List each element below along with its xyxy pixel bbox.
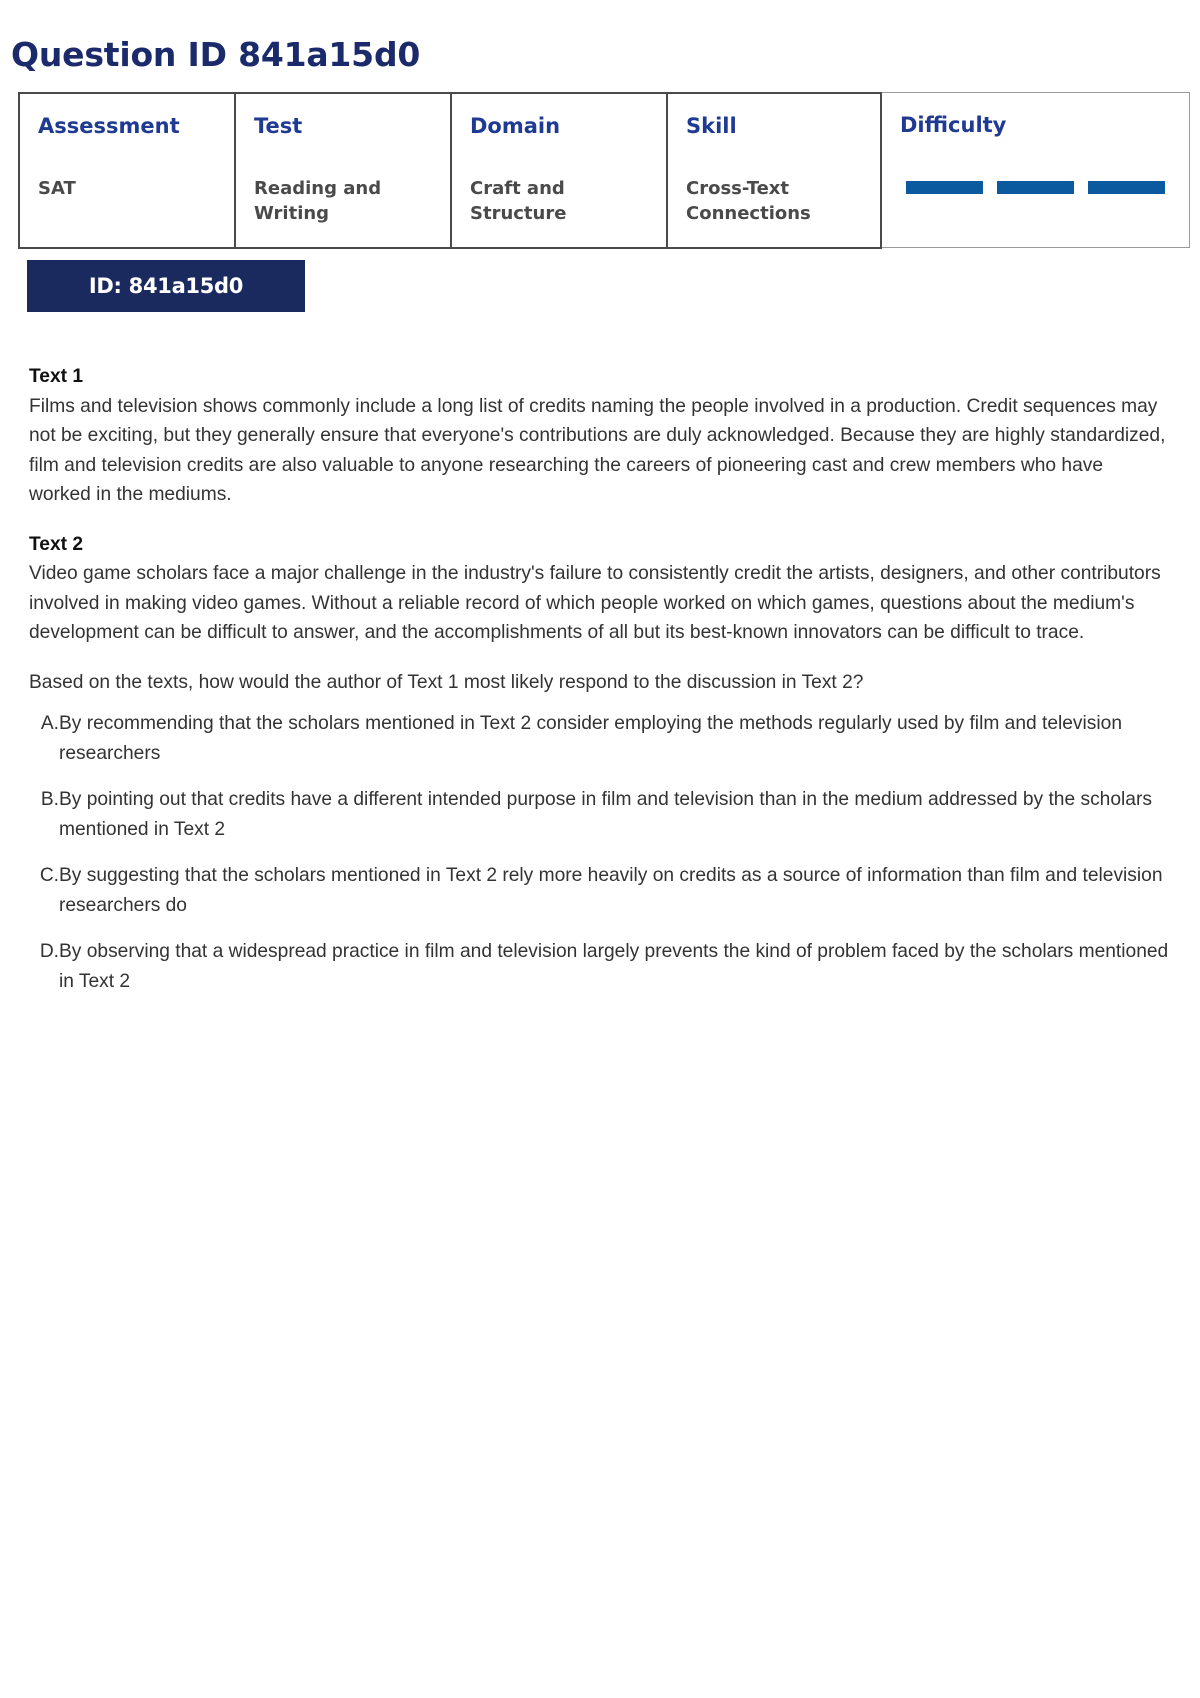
choice-letter: D.	[39, 941, 59, 962]
test-cell	[234, 92, 450, 249]
test-value: Reading and Writing	[254, 178, 382, 224]
text2-passage	[29, 530, 1169, 648]
text1-body: Films and television shows commonly include a long list of credits naming the people involved in a production. Credit sequences may not be exciting, but they generally ensure that everyone's contributions are duly acknowledged. Because they are highly standardized, film and television credits are also valuable to anyone researching the careers of pioneering cast and crew members who have worked in the mediums.	[29, 395, 1166, 505]
difficulty-cell	[882, 92, 1190, 248]
choice-letter: A.	[40, 713, 59, 734]
question-id-badge: ID: 841a15d0	[27, 260, 305, 312]
answer-choice-a[interactable]	[29, 709, 1169, 768]
answer-choices	[29, 709, 1169, 996]
answer-choice-c[interactable]	[29, 861, 1169, 920]
answer-choice-b[interactable]	[29, 785, 1169, 844]
choice-text: By recommending that the scholars mentioned in Text 2 consider employing the methods regularly used by film and television researchers	[59, 713, 1122, 764]
difficulty-bar	[906, 181, 983, 194]
choice-text: By observing that a widespread practice in film and television largely prevents the kind of problem faced by the scholars mentioned in Text 2	[59, 941, 1169, 992]
difficulty-meter	[900, 181, 1189, 194]
difficulty-bar	[997, 181, 1074, 194]
text2-heading: Text 2	[29, 533, 84, 555]
text2-body: Video game scholars face a major challenge in the industry's failure to consistently credit the artists, designers, and other contributors involved in making video games. Without a reliable record of which people worked on which games, questions about the medium's development can be difficult to answer, and the accomplishments of all but its best-known innovators can be difficult to trace.	[29, 563, 1161, 643]
choice-letter: B.	[40, 789, 59, 810]
choice-text: By pointing out that credits have a different intended purpose in film and television than in the medium addressed by the scholars mentioned in Text 2	[59, 789, 1152, 840]
difficulty-label: Difficulty	[900, 113, 1007, 137]
domain-value: Craft and Structure	[470, 178, 567, 224]
assessment-label: Assessment	[38, 114, 180, 138]
choice-letter: C.	[39, 865, 59, 886]
domain-cell	[450, 92, 666, 249]
skill-label: Skill	[686, 114, 737, 138]
assessment-value: SAT	[38, 178, 76, 199]
question-stem: Based on the texts, how would the author of Text 1 most likely respond to the discussion in Text 2?	[29, 671, 864, 693]
page-title: Question ID 841a15d0	[11, 35, 421, 74]
assessment-cell	[18, 92, 234, 249]
answer-choice-d[interactable]	[29, 937, 1169, 996]
skill-cell	[666, 92, 882, 249]
choice-text: By suggesting that the scholars mentioned in Text 2 rely more heavily on credits as a source of information than film and television researchers do	[59, 865, 1163, 916]
difficulty-bar	[1088, 181, 1165, 194]
text1-passage	[29, 362, 1169, 510]
skill-value: Cross-Text Connections	[686, 178, 811, 224]
question-metadata-table	[18, 92, 1190, 249]
question-content	[29, 362, 1169, 1013]
text1-heading: Text 1	[29, 366, 84, 387]
test-label: Test	[254, 114, 303, 138]
domain-label: Domain	[470, 114, 561, 138]
